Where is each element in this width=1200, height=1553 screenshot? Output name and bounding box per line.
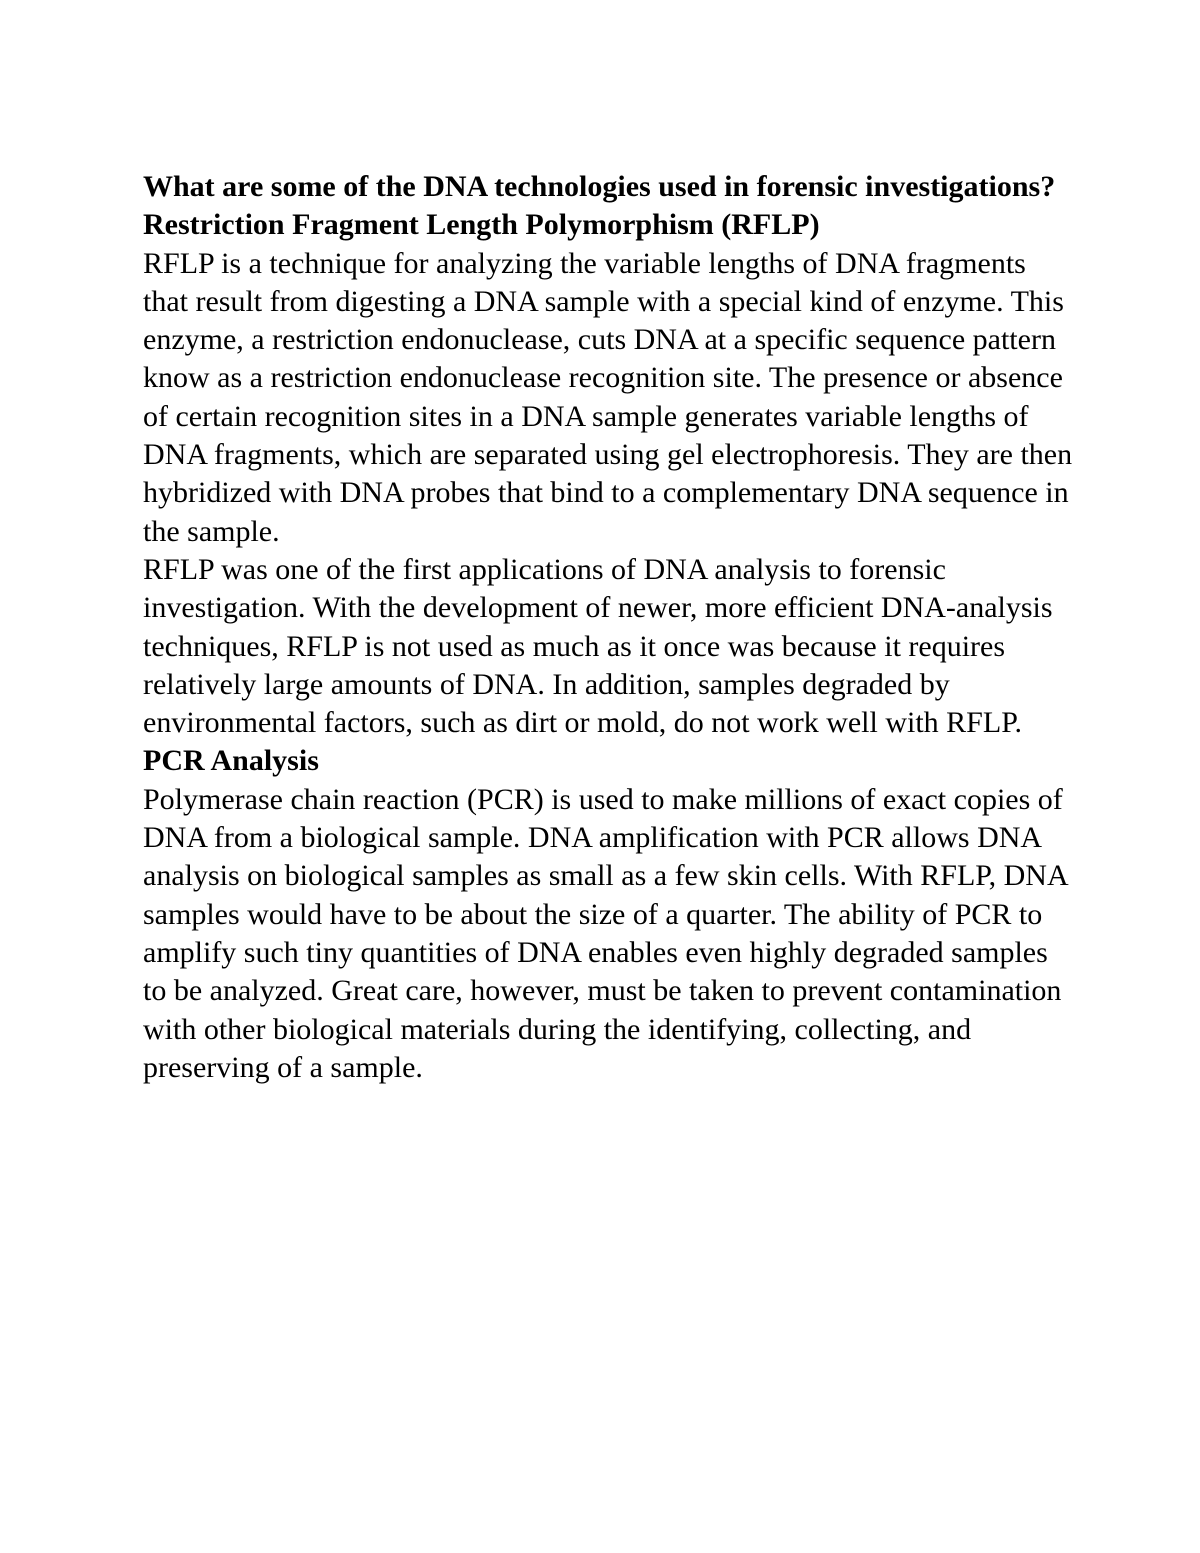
document-title: What are some of the DNA technologies used in forensic investigations? <box>143 170 1056 203</box>
section-heading-rflp: Restriction Fragment Length Polymorphism (RFLP) <box>143 208 820 242</box>
paragraph-rflp-history: RFLP was one of the first applications of DNA analysis to forensic investigation. With the development of newer, more efficient DNA-analysis techniques, RFLP is not used as much as it once was because it requires relatively large amounts of DNA. In addition, samples degraded by environmental factors, such as dirt or mold, do not work well with RFLP. <box>143 552 1053 740</box>
section-heading-pcr: PCR Analysis <box>143 744 319 778</box>
document-body <box>143 168 1073 1087</box>
paragraph-rflp-definition: RFLP is a technique for analyzing the variable lengths of DNA fragments that result from digesting a DNA sample with a special kind of enzyme. This enzyme, a restriction endonuclease, cuts DNA at a specific sequence pattern know as a restriction endonuclease recognition site. The presence or absence of certain recognition sites in a DNA sample generates variable lengths of DNA fragments, which are separated using gel electrophoresis. They are then hybridized with DNA probes that bind to a complementary DNA sequence in the sample. <box>143 246 1073 548</box>
paragraph-pcr-definition: Polymerase chain reaction (PCR) is used to make millions of exact copies of DNA from a biological sample. DNA amplification with PCR allows DNA analysis on biological samples as small as a few skin cells. With RFLP, DNA samples would have to be about the size of a quarter. The ability of PCR to amplify such tiny quantities of DNA enables even highly degraded samples to be analyzed. Great care, however, must be taken to prevent contamination with other biological materials during the identifying, collecting, and preserving of a sample. <box>143 782 1067 1084</box>
